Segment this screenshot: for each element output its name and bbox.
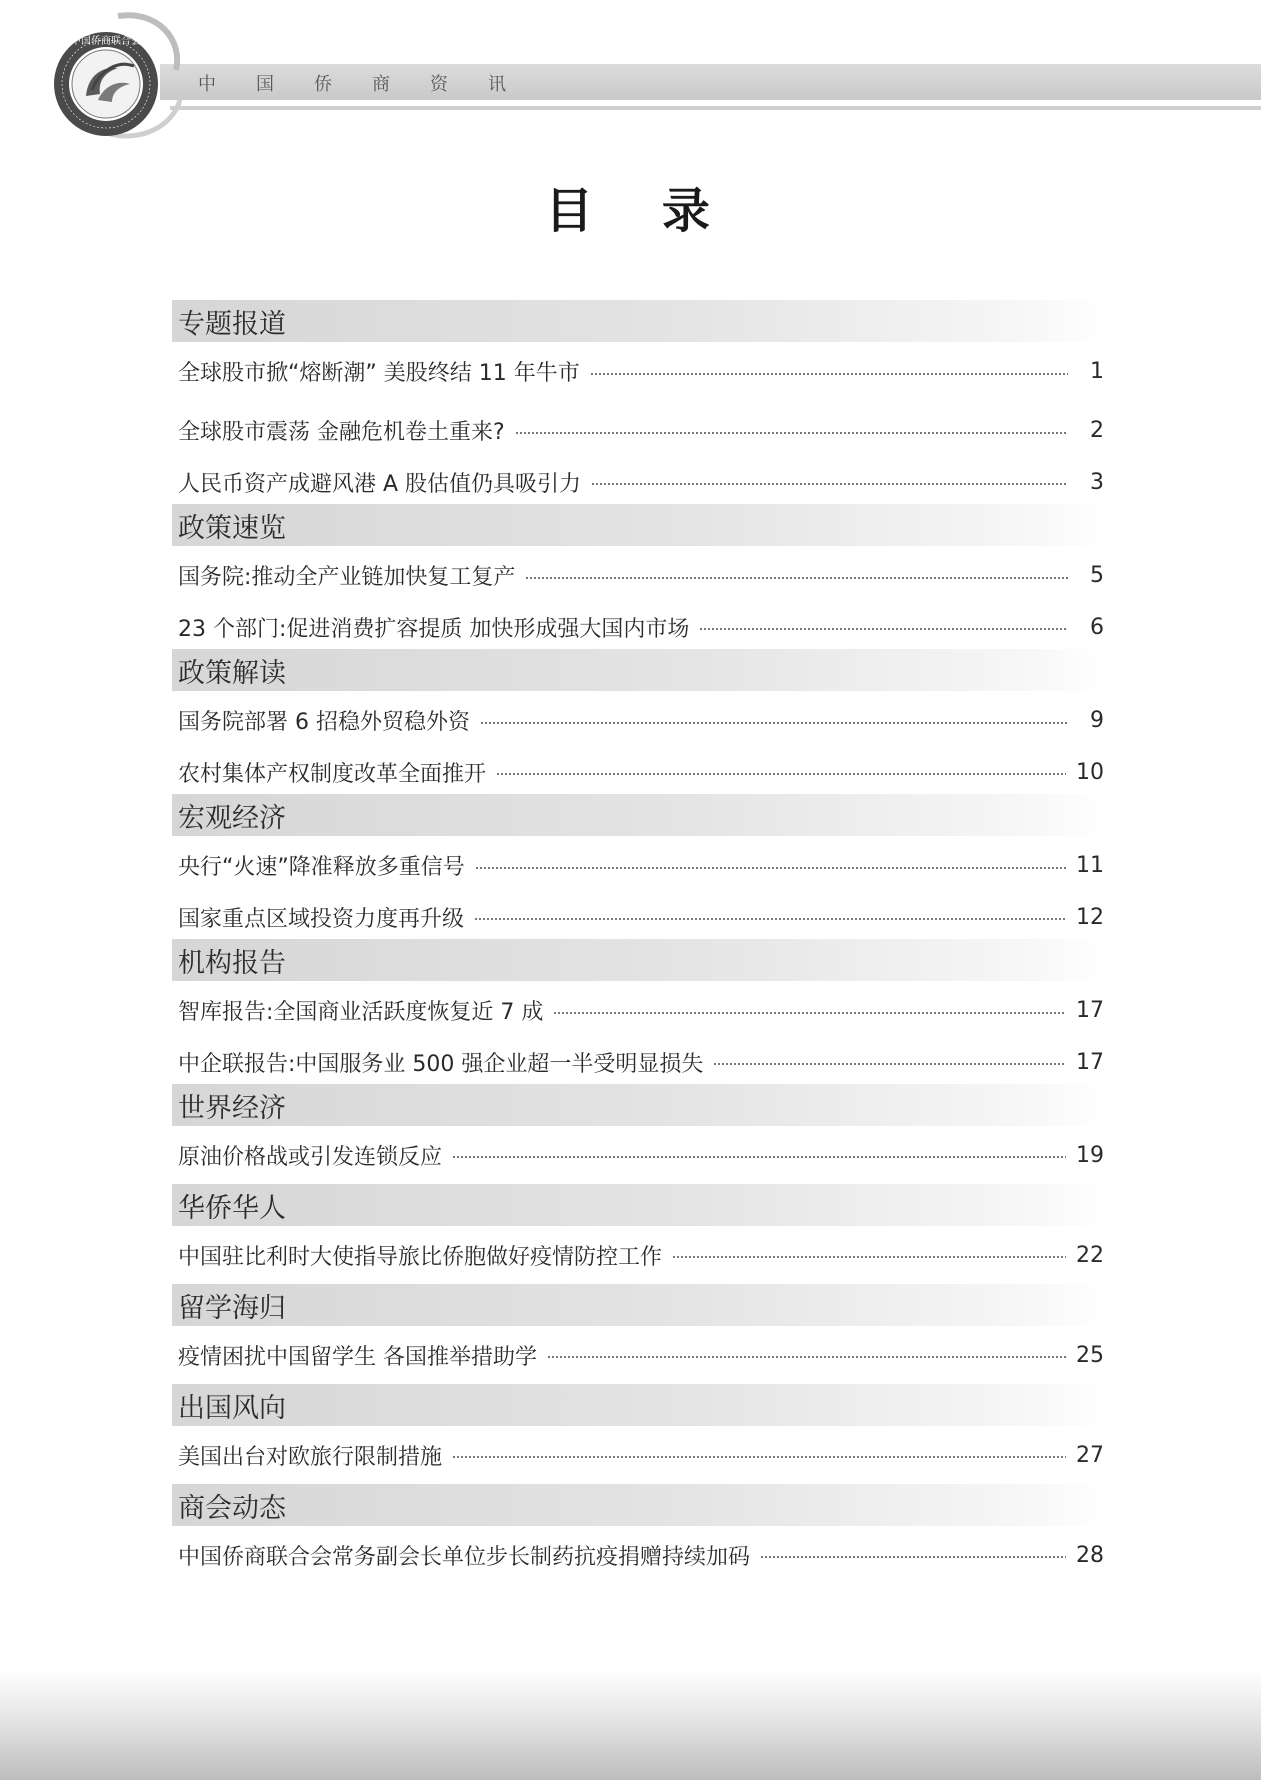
dot-leader [699,628,1068,630]
entry-title: 全球股市掀“熔断潮” 美股终结 11 年牛市 [178,361,580,386]
entry-page-number: 25 [1076,1342,1104,1368]
entry-page-number: 1 [1090,359,1104,384]
federation-logo [48,10,188,140]
toc-entry[interactable] [172,1040,1106,1084]
entry-title: 央行“火速”降准释放多重信号 [178,855,465,880]
toc-section [172,939,1106,1084]
section-heading: 留学海归 [172,1284,1106,1326]
dot-leader [480,722,1068,724]
toc-entry[interactable] [172,546,1106,605]
entry-title: 中国驻比利时大使指导旅比侨胞做好疫情防控工作 [178,1244,663,1270]
dot-leader [496,773,1066,775]
entry-page-number: 9 [1090,708,1104,733]
entry-title: 国家重点区域投资力度再升级 [178,906,465,932]
entry-title: 国务院:推动全产业链加快复工复产 [178,565,516,590]
publication-char: 资 [430,74,488,95]
section-heading: 政策速览 [172,504,1106,546]
toc-entry[interactable] [172,1526,1106,1584]
entry-title: 原油价格战或引发连锁反应 [178,1144,443,1170]
toc-entry[interactable] [172,836,1106,895]
toc-section [172,1284,1106,1384]
toc-entry[interactable] [172,691,1106,750]
entry-title: 人民币资产成避风港 A 股估值仍具吸引力 [178,471,582,497]
publication-char: 国 [256,74,314,95]
dot-leader [475,867,1066,869]
entry-page-number: 19 [1076,1142,1104,1168]
section-heading: 机构报告 [172,939,1106,981]
toc-entry[interactable] [172,895,1106,939]
section-heading: 商会动态 [172,1484,1106,1526]
dot-leader [591,483,1068,485]
section-heading: 世界经济 [172,1084,1106,1126]
toc-entry[interactable] [172,981,1106,1040]
section-heading: 华侨华人 [172,1184,1106,1226]
entry-page-number: 28 [1076,1542,1104,1568]
table-of-contents [172,300,1106,1584]
dot-leader [713,1063,1066,1065]
dot-leader [672,1256,1066,1258]
entry-page-number: 17 [1076,998,1104,1023]
entry-title: 23 个部门:促进消费扩容提质 加快形成强大国内市场 [178,616,690,642]
publication-char: 讯 [488,74,546,95]
entry-page-number: 12 [1076,904,1104,930]
dot-leader [590,373,1068,375]
entry-page-number: 2 [1090,418,1104,443]
entry-page-number: 17 [1076,1049,1104,1075]
dot-leader [547,1356,1066,1358]
publication-name [198,70,546,96]
entry-page-number: 22 [1076,1242,1104,1268]
entry-title: 中企联报告:中国服务业 500 强企业超一半受明显损失 [178,1051,704,1077]
toc-entry[interactable] [172,342,1106,401]
dot-leader [452,1456,1066,1458]
publication-char: 商 [372,74,430,95]
section-heading: 宏观经济 [172,794,1106,836]
toc-entry[interactable] [172,750,1106,794]
toc-entry[interactable] [172,401,1106,460]
toc-section [172,1484,1106,1584]
dot-leader [760,1556,1066,1558]
entry-page-number: 5 [1090,563,1104,588]
entry-page-number: 10 [1076,759,1104,785]
toc-section [172,300,1106,504]
section-heading: 政策解读 [172,649,1106,691]
section-heading: 专题报道 [172,300,1106,342]
toc-section [172,504,1106,649]
entry-title: 美国出台对欧旅行限制措施 [178,1444,443,1470]
entry-page-number: 3 [1090,469,1104,495]
dot-leader [553,1012,1066,1014]
toc-entry[interactable] [172,460,1106,504]
entry-page-number: 6 [1090,614,1104,640]
entry-title: 疫情困扰中国留学生 各国推举措助学 [178,1344,537,1370]
toc-section [172,794,1106,939]
header-rule [170,106,1261,110]
toc-entry[interactable] [172,1326,1106,1384]
toc-section [172,1084,1106,1184]
entry-page-number: 11 [1076,853,1104,878]
toc-entry[interactable] [172,605,1106,649]
entry-title: 中国侨商联合会常务副会长单位步长制药抗疫捐赠持续加码 [178,1544,751,1570]
dot-leader [474,918,1066,920]
toc-section [172,1384,1106,1484]
entry-page-number: 27 [1076,1442,1104,1468]
entry-title: 国务院部署 6 招稳外贸稳外资 [178,710,470,735]
dot-leader [452,1156,1066,1158]
page-title: 目 录 [545,183,736,239]
section-heading: 出国风向 [172,1384,1106,1426]
toc-section [172,649,1106,794]
entry-title: 农村集体产权制度改革全面推开 [178,761,487,787]
toc-section [172,1184,1106,1284]
toc-entry[interactable] [172,1426,1106,1484]
toc-entry[interactable] [172,1226,1106,1284]
dot-leader [515,432,1068,434]
publication-char: 中 [198,74,256,95]
entry-title: 全球股市震荡 金融危机卷土重来? [178,420,505,445]
toc-entry[interactable] [172,1126,1106,1184]
dot-leader [525,577,1068,579]
footer-gradient [0,1668,1261,1780]
logo-text: 中国侨商联合会 [71,36,141,47]
publication-char: 侨 [314,74,372,95]
entry-title: 智库报告:全国商业活跃度恢复近 7 成 [178,1000,544,1025]
